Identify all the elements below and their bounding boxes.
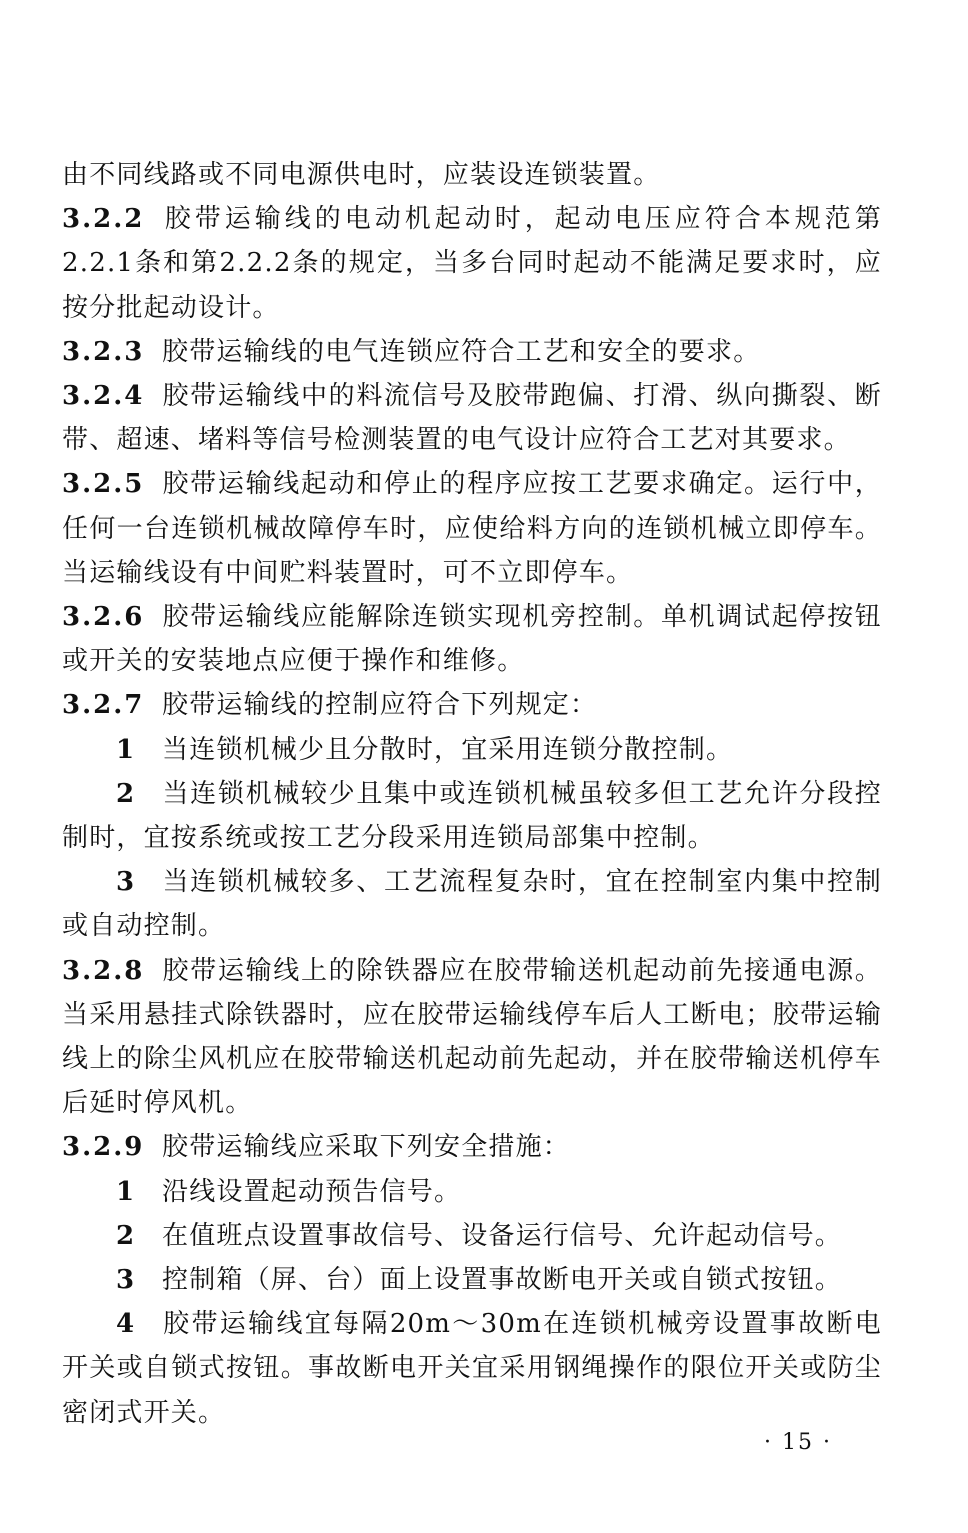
paragraph-text: 由不同线路或不同电源供电时，应装设连锁装置。: [62, 160, 661, 190]
item-number: 2: [116, 778, 136, 809]
page-number: · 15 ·: [764, 1430, 832, 1455]
paragraph-text: 在值班点设置事故信号、设备运行信号、允许起动信号。: [162, 1220, 843, 1251]
clause-number: 3.2.6: [62, 602, 145, 633]
item-number: 1: [116, 1176, 136, 1207]
paragraph-text: 当连锁机械少且分散时，宜采用连锁分散控制。: [162, 734, 734, 765]
clause-paragraph: [62, 683, 882, 727]
clause-paragraph: [62, 462, 882, 595]
clause-number: 3.2.4: [62, 381, 145, 412]
paragraph-text: 胶带运输线宜每隔20m～30m在连锁机械旁设置事故断电开关或自锁式按钮。事故断电开关宜采用钢绳操作的限位开关或防尘密闭式开关。: [62, 1309, 882, 1428]
clause-number: 3.2.2: [62, 204, 145, 235]
paragraph-text: 胶带运输线的电动机起动时，起动电压应符合本规范第2.2.1条和第2.2.2条的规定，当多台同时起动不能满足要求时，应按分批起动设计。: [62, 204, 882, 323]
list-item: [62, 728, 882, 772]
item-number: 1: [116, 734, 136, 765]
paragraph-text: 胶带运输线的电气连锁应符合工艺和安全的要求。: [162, 336, 761, 367]
item-number: 4: [116, 1309, 136, 1340]
clause-number: 3.2.7: [62, 690, 145, 721]
clause-paragraph: [62, 197, 882, 330]
list-item: [62, 1302, 882, 1435]
clause-paragraph: [62, 595, 882, 683]
item-number: 3: [116, 1265, 136, 1296]
paragraph-text: 沿线设置起动预告信号。: [162, 1176, 462, 1207]
paragraph-text: 当连锁机械较多、工艺流程复杂时，宜在控制室内集中控制或自动控制。: [62, 867, 882, 942]
paragraph-text: 胶带运输线应能解除连锁实现机旁控制。单机调试起停按钮或开关的安装地点应便于操作和维修。: [62, 602, 882, 677]
clause-number: 3.2.8: [62, 955, 145, 986]
list-item: [62, 772, 882, 860]
clause-paragraph: [62, 374, 882, 462]
list-item: [62, 860, 882, 948]
item-number: 2: [116, 1220, 136, 1251]
paragraph-text: 胶带运输线应采取下列安全措施：: [162, 1132, 571, 1163]
paragraph-text: 胶带运输线起动和停止的程序应按工艺要求确定。运行中，任何一台连锁机械故障停车时，应使给料方向的连锁机械立即停车。当运输线设有中间贮料装置时，可不立即停车。: [62, 469, 882, 588]
paragraph-text: 胶带运输线中的料流信号及胶带跑偏、打滑、纵向撕裂、断带、超速、堵料等信号检测装置的电气设计应符合工艺对其要求。: [62, 381, 882, 456]
list-item: [62, 1214, 882, 1258]
clause-paragraph: [62, 1125, 882, 1169]
paragraph-text: 胶带运输线的控制应符合下列规定：: [162, 690, 598, 721]
clause-number: 3.2.5: [62, 469, 145, 500]
clause-paragraph: [62, 330, 882, 374]
clause-number: 3.2.9: [62, 1132, 145, 1163]
list-item: [62, 1258, 882, 1302]
paragraph-text: 控制箱（屏、台）面上设置事故断电开关或自锁式按钮。: [162, 1265, 843, 1296]
paragraph-text: 当连锁机械较少且集中或连锁机械虽较多但工艺允许分段控制时，宜按系统或按工艺分段采用连锁局部集中控制。: [62, 778, 882, 854]
body-text: [62, 153, 882, 1435]
paragraph-text: 胶带运输线上的除铁器应在胶带输送机起动前先接通电源。当采用悬挂式除铁器时，应在胶带运输线停车后人工断电；胶带运输线上的除尘风机应在胶带输送机起动前先起动，并在胶带输送机停车后延时停风机。: [62, 955, 882, 1119]
list-item: [62, 1170, 882, 1214]
text-paragraph: [62, 153, 882, 197]
item-number: 3: [116, 867, 136, 898]
clause-number: 3.2.3: [62, 336, 145, 367]
clause-paragraph: [62, 949, 882, 1126]
